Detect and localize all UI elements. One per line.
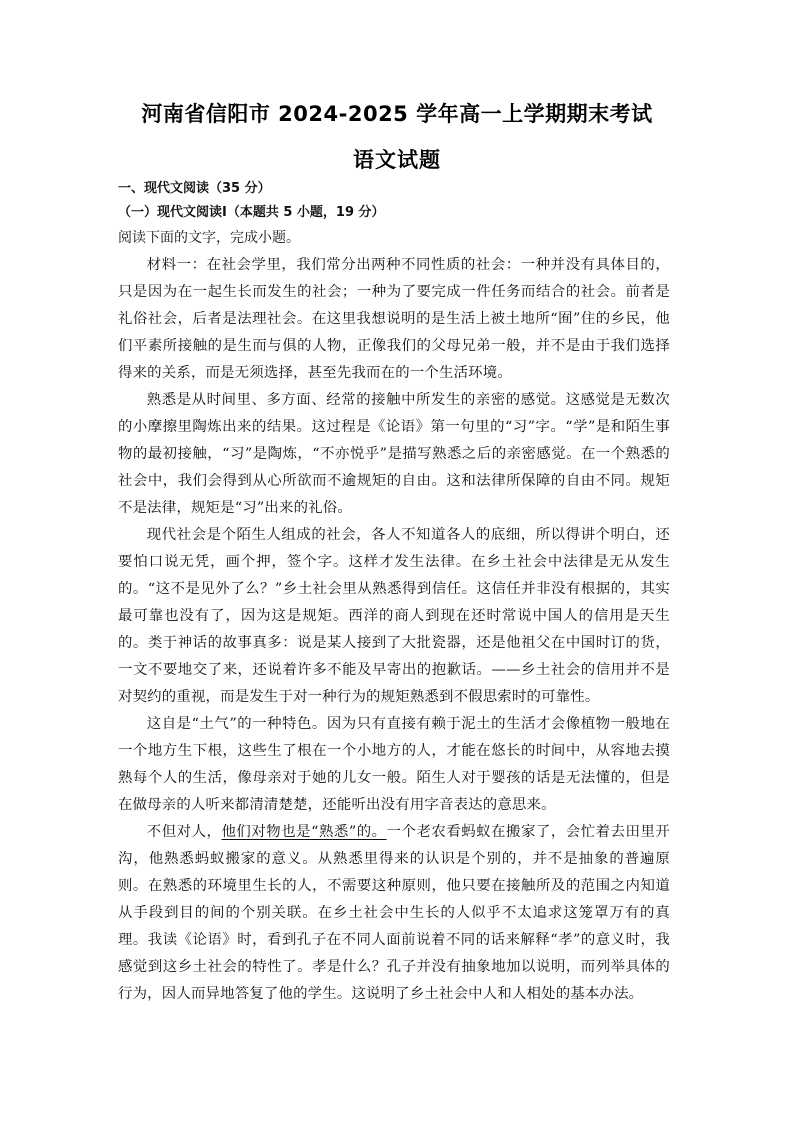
paragraph-familiar-objects bbox=[118, 819, 670, 1008]
paragraph-familiarity: 熟悉是从时间里、多方面、经常的接触中所发生的亲密的感觉。这感觉是无数次的小摩擦里陶炼出来的结果。这过程是《论语》第一句里的“习”字。“学”是和陌生事物的最初接触，“习”是陶炼，“不亦悦乎”是描写熟悉之后的亲密感觉。在一个熟悉的社会中，我们会得到从心所欲而不逾规矩的自由。这和法律所保障的自由不同。规矩不是法律，规矩是“习”出来的礼俗。 bbox=[118, 392, 670, 516]
underlined-sentence: 他们对物也是“熟悉”的。 bbox=[221, 824, 387, 840]
exam-title: 河南省信阳市 2024-2025 学年高一上学期期末考试 bbox=[141, 102, 653, 126]
paragraph-text-after: 一个老农看蚂蚁在搬家了，会忙着去田里开沟，他熟悉蚂蚁搬家的意义。从熟悉里得来的认识是个别的，并不是抽象的普遍原则。在熟悉的环境里生长的人，不需要这种原则，他只要在接触所及的范围之内知道从手段到目的间的个别关联。在乡土社会中生长的人似乎不太追求这笼罩万有的真理。我读《论语》时，看到孔子在不同人面前说着不同的话来解释“孝”的意义时，我感觉到这乡土社会的特性了。孝是什么？孔子并没有抽象地加以说明，而列举具体的行为，因人而异地答复了他的学生。这说明了乡土社会中人和人相处的基本办法。 bbox=[118, 824, 670, 1002]
paragraph-material-one: 材料一：在社会学里，我们常分出两种不同性质的社会：一种并没有具体目的，只是因为在一起生长而发生的社会；一种为了要完成一件任务而结合的社会。前者是礼俗社会，后者是法理社会。在这里我想说明的是生活上被土地所“囿”住的乡民，他们平素所接触的是生而与俱的人物，正像我们的父母兄弟一般，并不是由于我们选择得来的关系，而是无须选择，甚至先我而在的一个生活环境。 bbox=[118, 257, 670, 381]
paragraph-modern-society: 现代社会是个陌生人组成的社会，各人不知道各人的底细，所以得讲个明白，还要怕口说无凭，画个押，签个字。这样才发生法律。在乡土社会中法律是无从发生的。“这不是见外了么？”乡土社会里从熟悉得到信任。这信任并非没有根据的，其实最可靠也没有了，因为这是规矩。西洋的商人到现在还时常说中国人的信用是天生的。类于神话的故事真多：说是某人接到了大批瓷器，还是他祖父在中国时订的货，一文不要地交了来，还说着许多不能及早寄出的抱歉话。——乡土社会的信用并不是对契约的重视，而是发生于对一种行为的规矩熟悉到不假思索时的可靠性。 bbox=[118, 527, 670, 705]
subsection-heading: （一）现代文阅读Ⅰ（本题共 5 小题，19 分） bbox=[118, 205, 385, 220]
exam-content bbox=[118, 177, 670, 1008]
section-heading: 一、现代文阅读（35 分） bbox=[118, 181, 271, 196]
paragraph-text-before: 不但对人， bbox=[146, 824, 222, 840]
exam-subtitle: 语文试题 bbox=[353, 148, 441, 172]
paragraph-earthiness: 这自是“土气”的一种特色。因为只有直接有赖于泥土的生活才会像植物一般地在一个地方生下根，这些生了根在一个小地方的人，才能在悠长的时间中，从容地去摸熟每个人的生活，像母亲对于她的儿女一般。陌生人对于婴孩的话是无法懂的，但是在做母亲的人听来都清清楚楚，还能听出没有用字音表达的意思来。 bbox=[118, 716, 670, 813]
reading-instruction: 阅读下面的文字，完成小题。 bbox=[118, 230, 300, 246]
